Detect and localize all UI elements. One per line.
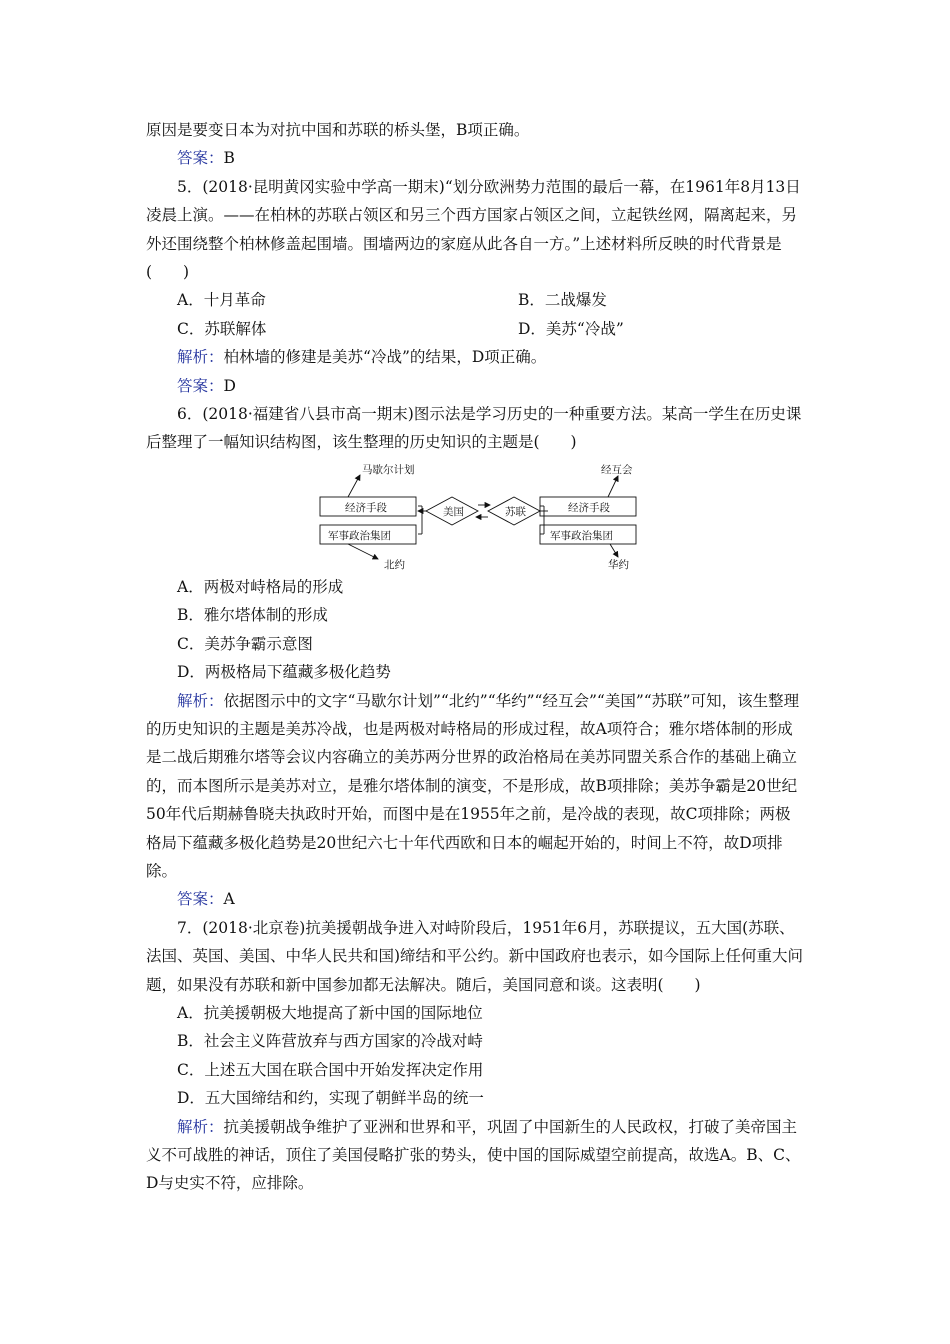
- paragraph-q4-tail: 原因是要变日本为对抗中国和苏联的桥头堡，B项正确。: [146, 121, 530, 139]
- label-marshall-plan: 马歇尔计划: [362, 463, 415, 476]
- analysis-label: 解析：: [177, 348, 224, 367]
- label-nato: 北约: [384, 558, 405, 571]
- analysis-text: 柏林墙的修建是美苏“冷战”的结果，D项正确。: [223, 348, 547, 367]
- box-right-military-label: 军事政治集团: [550, 529, 613, 542]
- arrow-to-marshall: [348, 475, 360, 497]
- analysis-q7: [146, 1113, 806, 1198]
- answer-q5: [146, 372, 806, 400]
- label-warsaw-pact: 华约: [608, 558, 629, 571]
- q5-option-d: D．美苏“冷战”: [518, 319, 624, 338]
- answer-label: 答案：: [177, 376, 224, 395]
- analysis-label: 解析：: [177, 1117, 224, 1136]
- box-left-economic-label: 经济手段: [345, 501, 387, 514]
- diamond-ussr-label: 苏联: [505, 505, 526, 518]
- arrow-to-warsaw: [610, 544, 618, 557]
- answer-value: A: [223, 890, 235, 909]
- answer-label: 答案：: [177, 890, 224, 909]
- diamond-usa-label: 美国: [443, 505, 464, 518]
- q5-option-a: A．十月革命: [177, 291, 266, 310]
- question-5: 5．(2018·昆明黄冈实验中学高一期末)“划分欧洲势力范围的最后一幕，在1961年8月13日凌晨上演。——在柏林的苏联占领区和另三个西方国家占领区之间，立起铁丝网，隔离起来，另外还围绕整个柏林修盖起围墙。围墙两边的家庭从此各自一方。”上述材料所反映的时代背景是( ): [146, 177, 801, 282]
- arrow-to-nato: [348, 544, 378, 559]
- q6-option-a: A．两极对峙格局的形成: [177, 577, 344, 596]
- q7-option-a: A．抗美援朝极大地提高了新中国的国际地位: [177, 1003, 483, 1022]
- q7-option-b: B．社会主义阵营放弃与西方国家的冷战对峙: [177, 1032, 483, 1051]
- analysis-text: 抗美援朝战争维护了亚洲和世界和平，巩固了中国新生的人民政权，打破了美帝国主义不可战胜的神话，顶住了美国侵略扩张的势头，使中国的国际威望空前提高，故选A。B、C、D与史实不符，应排除。: [146, 1117, 801, 1193]
- question-6: 6．(2018·福建省八县市高一期末)图示法是学习历史的一种重要方法。某高一学生在历史课后整理了一幅知识结构图，该生整理的历史知识的主题是( ): [146, 405, 802, 452]
- content: [146, 116, 806, 1198]
- analysis-text: 依据图示中的文字“马歇尔计划”“北约”“华约”“经互会”“美国”“苏联”可知，该生整理的历史知识的主题是美苏冷战，也是两极对峙格局的形成过程，故A项符合；雅尔塔体制的形成是二战后期雅尔塔等会议内容确立的美苏两分世界的政治格局在美苏同盟关系合作的基础上确立的，而本图所示是美苏对立，是雅尔塔体制的演变，不是形成，故B项排除；美苏争霸是20世纪50年代后期赫鲁晓夫执政时开始，而图中是在1955年之前，是冷战的表现，故C项排除；两极格局下蕴藏多极化趋势是20世纪六七十年代西欧和日本的崛起开始的，时间上不符，故D项排除。: [146, 691, 800, 880]
- answer-label: 答案：: [177, 149, 224, 168]
- box-left-military-label: 军事政治集团: [328, 529, 391, 542]
- answer-q4: [146, 144, 806, 172]
- answer-q6: [146, 885, 806, 913]
- answer-value: B: [223, 149, 235, 168]
- analysis-q5: [146, 343, 806, 371]
- diagram-svg: [318, 459, 638, 571]
- box-right-economic-label: 经济手段: [568, 501, 610, 514]
- q5-option-b: B．二战爆发: [518, 291, 607, 310]
- q6-option-c: C．美苏争霸示意图: [177, 634, 313, 653]
- q6-option-b: B．雅尔塔体制的形成: [177, 606, 328, 625]
- q5-options-row2: [146, 315, 806, 343]
- analysis-q6: [146, 687, 806, 886]
- q7-option-c: C．上述五大国在联合国中开始发挥决定作用: [177, 1060, 484, 1079]
- q7-option-d: D．五大国缔结和约，实现了朝鲜半岛的统一: [177, 1089, 484, 1108]
- answer-value: D: [223, 376, 236, 395]
- arrow-to-comecon: [608, 476, 618, 497]
- question-7: 7．(2018·北京卷)抗美援朝战争进入对峙阶段后，1951年6月，苏联提议，五大国(苏联、法国、英国、美国、中华人民共和国)缔结和平公约。新中国政府也表示，如今国际上任何重大问题，如果没有苏联和新中国参加都无法解决。随后，美国同意和谈。这表明( ): [146, 918, 804, 994]
- q6-option-d: D．两极格局下蕴藏多极化趋势: [177, 663, 391, 682]
- q5-options-row1: [146, 286, 806, 314]
- q5-option-c: C．苏联解体: [177, 319, 267, 338]
- analysis-label: 解析：: [177, 691, 224, 710]
- label-comecon: 经互会: [601, 463, 633, 476]
- knowledge-structure-diagram: [146, 459, 806, 573]
